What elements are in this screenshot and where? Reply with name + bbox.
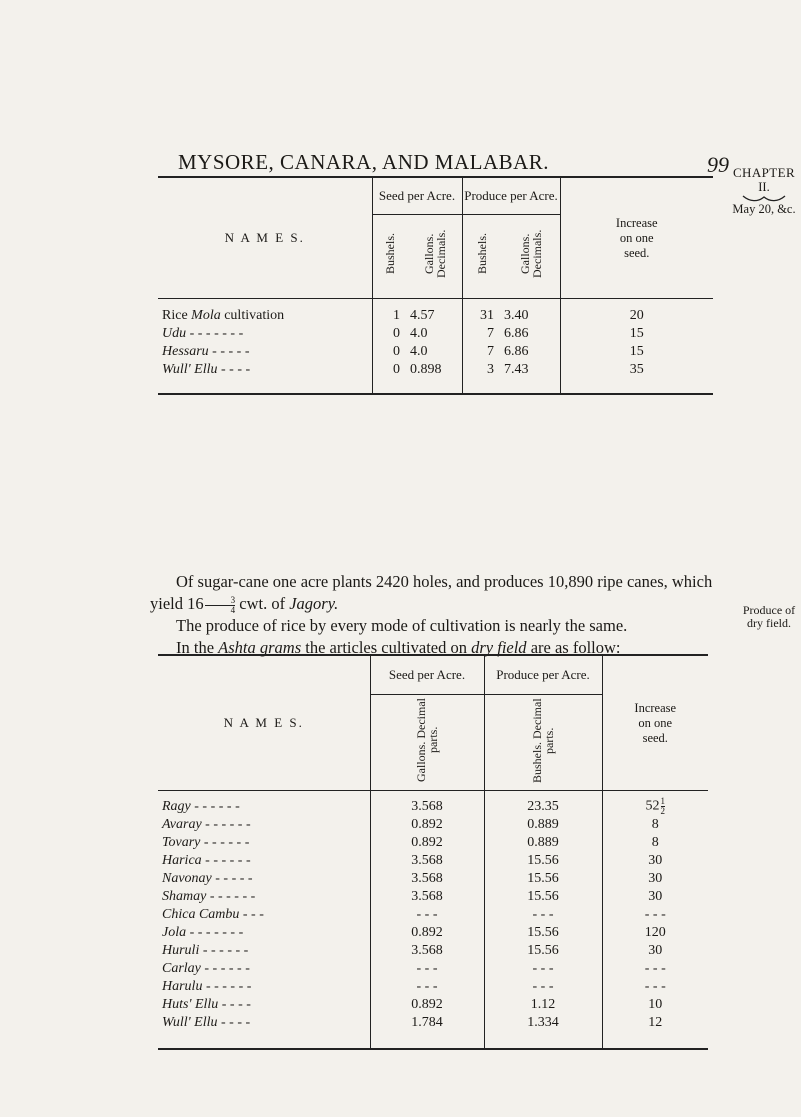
seed-value: 0.892 (370, 816, 484, 834)
seed-value: - - - (370, 978, 484, 996)
seed-gallons-header: Gallons. Decimals. (408, 215, 462, 299)
increase-header-line-2: on one (638, 715, 673, 730)
increase: 8 (602, 834, 708, 852)
dry-field-table (158, 654, 708, 1050)
table-row (158, 924, 708, 942)
table-row (158, 942, 708, 960)
increase: 15 (560, 325, 713, 343)
increase: 52 $\frac{1}{2}$ (602, 791, 708, 817)
increase: 30 (602, 852, 708, 870)
table-row (158, 978, 708, 996)
produce-value: 0.889 (484, 816, 602, 834)
seed-bushels: 0 (372, 343, 408, 361)
wet-field-table (158, 176, 713, 395)
row-name: Chica Cambu - - - (162, 907, 264, 922)
table-row (158, 325, 713, 343)
seed-value: 3.568 (370, 888, 484, 906)
rice-paragraph: The produce of rice by every mode of cultivation is nearly the same. (176, 616, 628, 635)
row-name: Wull' Ellu - - - - (162, 1015, 251, 1030)
seed-value: 3.568 (370, 942, 484, 960)
increase: - - - (602, 906, 708, 924)
names-header: N A M E S. (158, 655, 370, 791)
chapter-number: II. (758, 180, 770, 194)
increase: 10 (602, 996, 708, 1014)
produce-value: 15.56 (484, 924, 602, 942)
row-name: Jola - - - - - - - (162, 925, 244, 940)
seed-value: 3.568 (370, 852, 484, 870)
row-name: Harica - - - - - - (162, 853, 251, 868)
table-row (158, 343, 713, 361)
produce-value: 1.12 (484, 996, 602, 1014)
table-row (158, 960, 708, 978)
increase: 12 (602, 1014, 708, 1049)
chapter-label: CHAPTER (732, 165, 796, 180)
produce-value: - - - (484, 978, 602, 996)
chapter-sidenote (728, 166, 800, 216)
table-row (158, 888, 708, 906)
seed-value: 3.568 (370, 791, 484, 817)
increase-header (560, 177, 713, 299)
produce-bushels: 7 (462, 343, 502, 361)
seed-gallons: 4.0 (410, 326, 428, 341)
produce-per-acre-header: Produce per Acre. (462, 177, 560, 215)
produce-per-acre-header: Produce per Acre. (484, 655, 602, 695)
table-row (158, 834, 708, 852)
sugarcane-paragraph: Of sugar-cane one acre plants 2420 holes, and produces 10,890 ripe canes, which yield 16 $\frac{3}{4}$ cwt. of Jagory. (150, 572, 713, 615)
increase-header-line-3: seed. (624, 245, 650, 260)
table-row (158, 1014, 708, 1049)
increase: 30 (602, 888, 708, 906)
produce-bushels: 3 (462, 361, 502, 394)
table-row (158, 791, 708, 817)
seed-per-acre-header: Seed per Acre. (370, 655, 484, 695)
running-title: MYSORE, CANARA, AND MALABAR. (178, 150, 550, 174)
table-row (158, 816, 708, 834)
produce-value: 23.35 (484, 791, 602, 817)
row-name: Avaray - - - - - - (162, 817, 251, 832)
increase: 8 (602, 816, 708, 834)
produce-bushels: 31 (462, 299, 502, 326)
increase: 30 (602, 870, 708, 888)
increase: 30 (602, 942, 708, 960)
produce-value: - - - (484, 906, 602, 924)
row-name: Tovary - - - - - - (162, 835, 250, 850)
names-header: N A M E S. (158, 177, 372, 299)
row-name: Harulu - - - - - - (162, 979, 252, 994)
seed-bushels: 0 (372, 361, 408, 394)
produce-value: 15.56 (484, 852, 602, 870)
increase-header-line-2: on one (619, 230, 654, 245)
table-row (158, 361, 713, 394)
produce-gallons: 7.43 (504, 362, 529, 377)
produce-bushels-header: Bushels. (462, 215, 502, 299)
increase-header-line-1: Increase (615, 215, 658, 230)
produce-gallons-header: Gallons. Decimals. (502, 215, 560, 299)
increase-header-line-3: seed. (642, 730, 668, 745)
dry-field-line-2: dry field. (747, 616, 791, 630)
dry-field-line-1: Produce of (742, 603, 796, 617)
produce-bushels: 7 (462, 325, 502, 343)
produce-gallons: 6.86 (504, 326, 529, 341)
table-row (158, 852, 708, 870)
table-row (158, 870, 708, 888)
dry-field-sidenote (737, 604, 801, 630)
row-name: Navonay - - - - - (162, 871, 253, 886)
produce-value: - - - (484, 960, 602, 978)
seed-gallons: 4.57 (410, 308, 435, 323)
seed-value: 0.892 (370, 834, 484, 852)
seed-gallons: 0.898 (410, 362, 442, 377)
seed-value: - - - (370, 960, 484, 978)
row-name: Shamay - - - - - - (162, 889, 256, 904)
increase: 35 (560, 361, 713, 394)
seed-gallons-header: Gallons. Decimal parts. (370, 695, 484, 791)
increase-header (602, 655, 708, 791)
fraction: $\frac{3}{4}$ (205, 596, 236, 615)
table-row (158, 996, 708, 1014)
date-sidenote: May 20, &c. (732, 202, 796, 216)
table-row (158, 299, 713, 326)
page-number: 99 (707, 152, 729, 177)
row-name: Hessaru - - - - - (162, 344, 250, 359)
increase: - - - (602, 978, 708, 996)
row-name: Carlay - - - - - - (162, 961, 250, 976)
increase-header-line-1: Increase (634, 700, 677, 715)
table-row (158, 906, 708, 924)
produce-value: 1.334 (484, 1014, 602, 1049)
produce-value: 15.56 (484, 870, 602, 888)
increase: 120 (602, 924, 708, 942)
produce-gallons: 6.86 (504, 344, 529, 359)
fraction: $\frac{1}{2}$ (660, 796, 665, 816)
produce-value: 15.56 (484, 942, 602, 960)
row-name: Udu - - - - - - - (162, 326, 244, 341)
seed-value: - - - (370, 906, 484, 924)
increase: 15 (560, 343, 713, 361)
increase: 20 (560, 299, 713, 326)
row-name: Wull' Ellu - - - - (162, 362, 251, 377)
increase: - - - (602, 960, 708, 978)
produce-bushels-header: Bushels. Decimal parts. (484, 695, 602, 791)
body-text (150, 571, 720, 659)
produce-value: 0.889 (484, 834, 602, 852)
brace-ornament-icon (742, 194, 786, 202)
seed-value: 3.568 (370, 870, 484, 888)
seed-bushels-header: Bushels. (372, 215, 408, 299)
row-name: Rice Mola cultivation (162, 308, 285, 323)
seed-per-acre-header: Seed per Acre. (372, 177, 462, 215)
seed-value: 0.892 (370, 924, 484, 942)
seed-value: 1.784 (370, 1014, 484, 1049)
row-name: Huts' Ellu - - - - (162, 997, 251, 1012)
dry-field-paragraph: In the Ashta grams the articles cultivated on dry field are as follow: (176, 638, 621, 657)
seed-bushels: 1 (372, 299, 408, 326)
produce-value: 15.56 (484, 888, 602, 906)
seed-gallons: 4.0 (410, 344, 428, 359)
row-name: Huruli - - - - - - (162, 943, 249, 958)
produce-gallons: 3.40 (504, 308, 529, 323)
row-name: Ragy - - - - - - (162, 798, 240, 814)
seed-value: 0.892 (370, 996, 484, 1014)
seed-bushels: 0 (372, 325, 408, 343)
